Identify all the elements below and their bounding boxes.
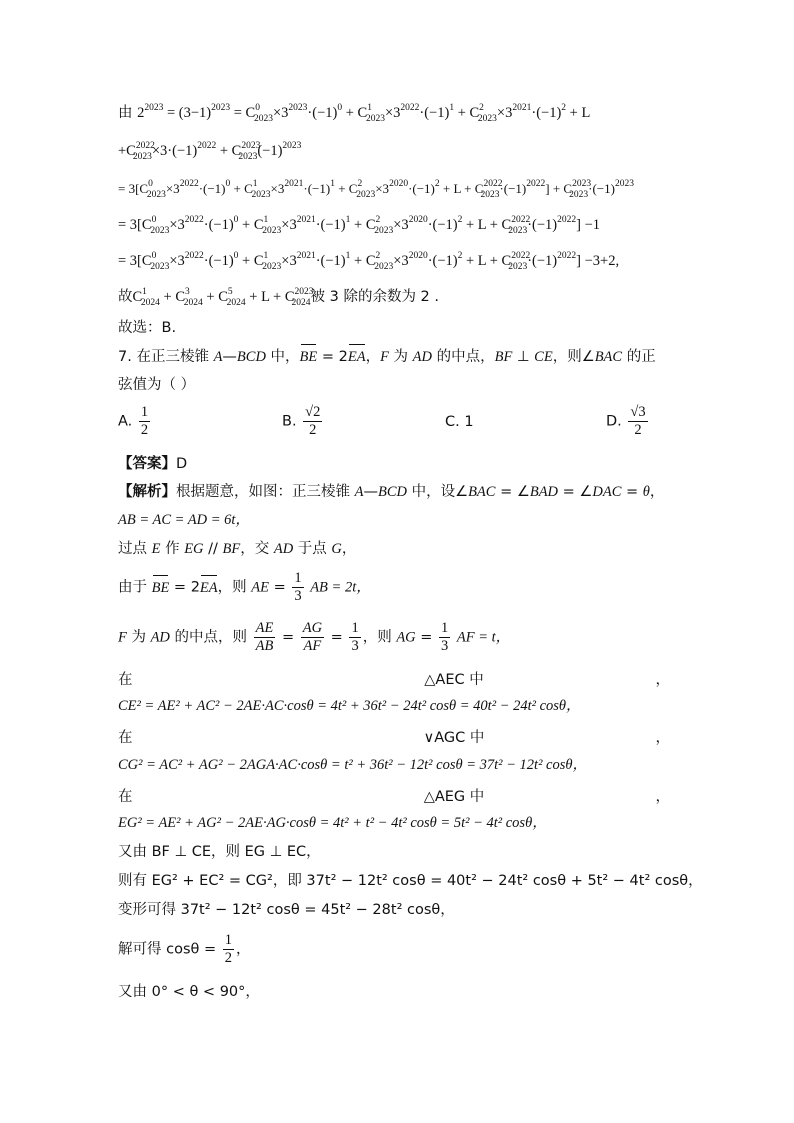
option-c: C. 1 <box>445 414 474 430</box>
question-7-line-2: 弦值为（ ） <box>118 377 196 393</box>
analysis-line-4: 由于 BE = 2EA，则 AE = $\frac{1}{3}$ AB = 2t， <box>118 570 371 604</box>
analysis-line-2: AB = AC = AD = 6t， <box>118 512 250 528</box>
perpendicular-line: 又由 BF ⊥ CE，则 EG ⊥ EC， <box>118 844 321 860</box>
in-triangle-aeg-line: 在 △AEG 中 ， <box>118 789 670 805</box>
in-triangle-aec-line: 在 △AEC 中 ， <box>118 672 670 688</box>
ce-squared-equation: CE² = AE² + AC² − 2AE·AC·cosθ = 4t² + 36t² − 24t² cosθ = 40t² − 24t² cosθ， <box>118 698 581 714</box>
binomial-line-2: $+C^{2022}_{2023}\times 3\cdot(-1)^{2022} + C^{2023}_{2023}(-1)^{2023}$ <box>118 141 302 162</box>
answer-line: 【答案】D <box>118 456 188 472</box>
eg-squared-equation: EG² = AE² + AG² − 2AE·AG·cosθ = 4t² + t² − 4t² cosθ = 5t² − 4t² cosθ， <box>118 815 547 831</box>
binomial-line-4: = $3[C^0_{2023}\times 3^{2022}\cdot(-1)^0 + C^1_{2023}\times 3^{2021}\cdot(-1)^1 + C^2_{2023}\times 3^{2020}\cdot(-1)^2 + L + C^{2022}_{2023}\cdot(-1)^{2022}] -1$ <box>118 215 601 236</box>
pythagorean-line: 则有 EG² + EC² = CG²，即 37t² − 12t² cosθ = 40t² − 24t² cosθ + 5t² − 4t² cosθ， <box>118 873 703 889</box>
option-a: A. $\frac{1}{2}$ <box>118 404 149 438</box>
transform-line: 变形可得 37t² − 12t² cosθ = 45t² − 28t² cosθ， <box>118 902 455 918</box>
binomial-line-3: = $3[C^0_{2023}\times 3^{2022}\cdot(-1)^0 + C^1_{2023}\times 3^{2021}\cdot(-1)^1 + C^2_{2023}\times 3^{2020}\cdot(-1)^2 + L + C^{2022}_{2023}\cdot(-1)^{2022}] + C^{2023}_{2023}\cdot(-1)^{2023}$ <box>118 179 634 200</box>
remainder-line: 故$C^1_{2024} + C^3_{2024} + C^5_{2024} + L + C^{2023}_{2024}$被 3 除的余数为 2 . <box>118 287 439 308</box>
question-7-line-1: 7. 在正三棱锥 A—BCD 中，BE = 2EA，F 为 AD 的中点，BF ⊥ CE，则∠BAC 的正 <box>118 349 656 365</box>
choice-line: 故选：B. <box>118 320 177 336</box>
option-b: B. $\frac{√2}{2}$ <box>282 404 321 438</box>
cg-squared-equation: CG² = AC² + AG² − 2AGA·AC·cosθ = t² + 36t² − 12t² cosθ = 37t² − 12t² cosθ， <box>118 757 587 773</box>
angle-range-line: 又由 0° < θ < 90°， <box>118 984 260 1000</box>
binomial-line-1: 由 $2^{2023} = (3-1)^{2023} = C^0_{2023}\times 3^{2023}\cdot(-1)^0 + C^1_{2023}\times 3^{2022}\cdot(-1)^1 + C^2_{2023}\times 3^{2021}\cdot(-1)^2 + L$ <box>118 103 591 124</box>
analysis-line-1: 【解析】根据题意，如图：正三棱锥 A—BCD 中，设∠BAC = ∠BAD = ∠DAC = θ， <box>118 484 665 500</box>
option-d: D. $\frac{√3}{2}$ <box>606 404 646 438</box>
solve-line: 解可得 cosθ = $\frac{1}{2}$ ， <box>118 932 251 966</box>
in-triangle-agc-line: 在 ∨AGC 中 ， <box>118 730 670 746</box>
analysis-line-5: F 为 AD 的中点，则 $\frac{AE}{AB}$ = $\frac{AG}{AF}$ = $\frac{1}{3}$ ，则 AG = $\frac{1}{3}$ AF = t， <box>118 620 511 654</box>
analysis-line-3: 过点 E 作 EG // BF，交 AD 于点 G， <box>118 541 357 557</box>
binomial-line-5: = $3[C^0_{2023}\times 3^{2022}\cdot(-1)^0 + C^1_{2023}\times 3^{2021}\cdot(-1)^1 + C^2_{2023}\times 3^{2020}\cdot(-1)^2 + L + C^{2022}_{2023}\cdot(-1)^{2022}] -3+2$, <box>118 251 620 272</box>
